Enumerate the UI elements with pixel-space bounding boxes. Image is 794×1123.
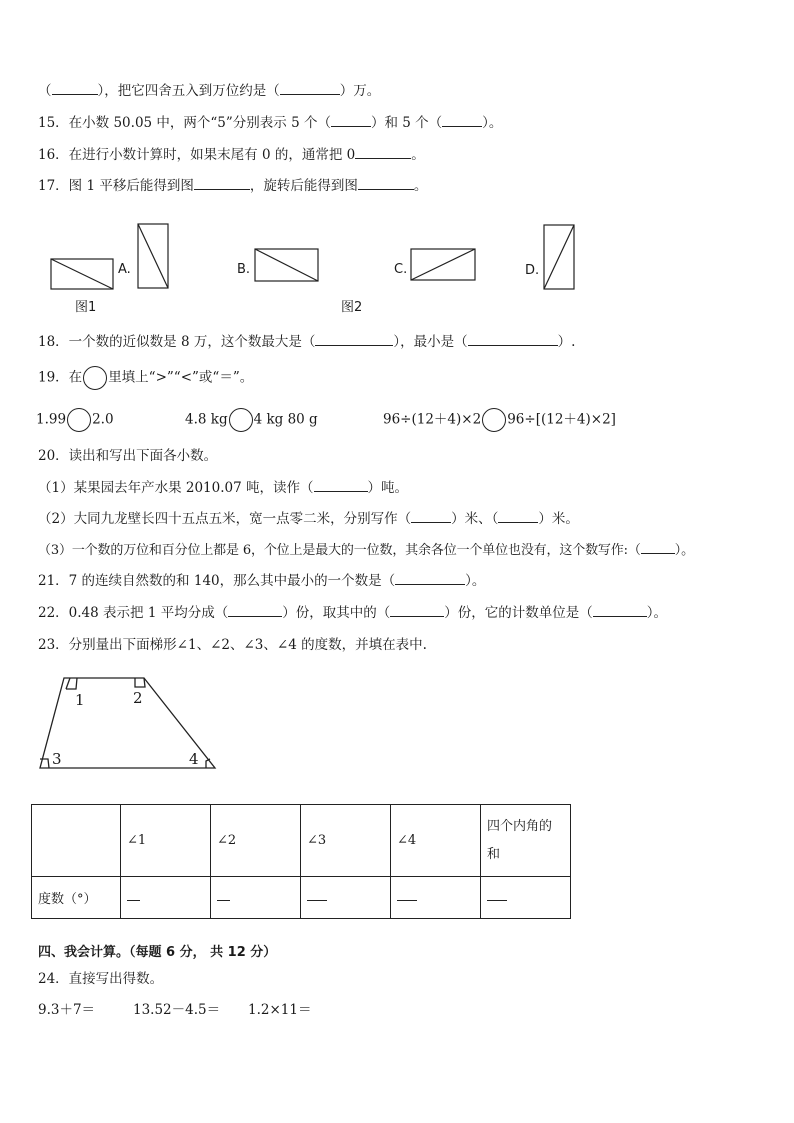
answer-blank[interactable] (358, 177, 414, 190)
answer-blank[interactable] (228, 604, 282, 617)
answer-cell-angle-3[interactable] (301, 877, 391, 919)
compare-circle[interactable] (482, 408, 506, 432)
compare-circle-icon (83, 366, 107, 390)
header-angle-4: ∠4 (391, 805, 481, 877)
angle-4-label: 4 (189, 750, 199, 768)
header-angle-1: ∠1 (121, 805, 211, 877)
answer-blank[interactable] (52, 82, 98, 95)
q24-expression-1: 9.3＋7＝ (38, 1002, 96, 1018)
table-corner-cell (32, 805, 121, 877)
q24-expression-3: 1.2×11＝ (248, 1002, 312, 1018)
answer-blank[interactable] (593, 604, 647, 617)
option-b-diagonal (255, 249, 318, 281)
answer-blank[interactable] (314, 479, 368, 492)
header-sum: 四个内角的 和 (481, 805, 571, 877)
answer-blank[interactable] (331, 114, 371, 127)
compare-circle[interactable] (67, 408, 91, 432)
answer-blank[interactable] (390, 604, 444, 617)
angle-3-label: 3 (52, 750, 62, 768)
compare-circle[interactable] (229, 408, 253, 432)
fig1-diagonal (51, 259, 113, 289)
figure-1-caption: 图1 (75, 300, 97, 315)
question-24-title: 24．直接写出得数。 (38, 971, 164, 987)
header-angle-3: ∠3 (301, 805, 391, 877)
answer-cell-angle-2[interactable] (211, 877, 301, 919)
answer-blank[interactable] (641, 541, 675, 554)
trapezoid-figure (0, 665, 260, 780)
q19-item-3: 96÷(12＋4)×2 96÷[(12＋4)×2] (383, 408, 616, 432)
option-c-label: C. (394, 262, 408, 277)
header-angle-2: ∠2 (211, 805, 301, 877)
question-20-1: （1）某果园去年产水果 2010.07 吨，读作（ ）吨。 (38, 480, 408, 496)
option-a-label: A. (118, 262, 131, 277)
table-header-row (32, 805, 571, 877)
answer-blank[interactable] (355, 146, 411, 159)
answer-blank[interactable] (315, 333, 393, 346)
question-17: 17．图 1 平移后能得到图 ，旋转后能得到图 。 (38, 178, 428, 194)
section-4-heading: 四、我会计算。（每题 6 分， 共 12 分） (38, 945, 277, 960)
angle2-mark (135, 678, 145, 687)
angle-2-label: 2 (133, 689, 143, 707)
angle-1-label: 1 (75, 691, 85, 709)
q19-item-2: 4.8 kg 4 kg 80 g (185, 408, 318, 432)
answer-cell-angle-1[interactable] (121, 877, 211, 919)
question-19: 19．在 里填上“>”“<”或“＝”。 (38, 366, 253, 390)
answer-blank[interactable] (395, 572, 465, 585)
option-d-diagonal (544, 225, 574, 289)
angle-degrees-table (31, 804, 571, 919)
option-a-diagonal (138, 224, 168, 288)
answer-cell-angle-4[interactable] (391, 877, 481, 919)
q19-item-1: 1.99 2.0 (36, 408, 114, 432)
question-23: 23．分别量出下面梯形∠1、∠2、∠3、∠4 的度数，并填在表中. (38, 637, 427, 653)
answer-blank[interactable] (194, 177, 250, 190)
figure-2-caption: 图2 (341, 300, 363, 315)
question-16: 16．在进行小数计算时，如果末尾有 0 的，通常把 0 。 (38, 147, 425, 163)
row-label-degrees: 度数（°） (32, 877, 121, 919)
question-20-2: （2）大同九龙壁长四十五点五米，宽一点零二米，分别写作（ ）米、（ ）米。 (38, 511, 579, 527)
answer-blank[interactable] (468, 333, 558, 346)
answer-blank[interactable] (498, 510, 538, 523)
answer-blank[interactable] (442, 114, 482, 127)
question-22: 22．0.48 表示把 1 平均分成（ ）份，取其中的（ ）份，它的计数单位是（ ）。 (38, 605, 667, 621)
question-14-tail: （ ），把它四舍五入到万位约是（ ）万。 (38, 83, 381, 99)
question-15: 15．在小数 50.05 中，两个“5”分别表示 5 个（ ）和 5 个（ ）。 (38, 115, 503, 131)
answer-blank[interactable] (411, 510, 451, 523)
option-d-label: D. (525, 263, 540, 278)
option-c-diagonal (411, 249, 475, 280)
answer-blank[interactable] (280, 82, 340, 95)
option-b-label: B. (237, 262, 251, 277)
question-18: 18．一个数的近似数是 8 万，这个数最大是（ ），最小是（ ）. (38, 334, 576, 350)
angle1-mark (66, 678, 70, 689)
question-20-title: 20．读出和写出下面各小数。 (38, 448, 218, 464)
question-20-3: （3）一个数的万位和百分位上都是 6，个位上是最大的一位数，其余各位一个单位也没有，这个数写作:（ ）。 (38, 543, 694, 558)
answer-cell-sum[interactable] (481, 877, 571, 919)
question-21: 21．7 的连续自然数的和 140，那么其中最小的一个数是（ ）。 (38, 573, 486, 589)
table-row (32, 877, 571, 919)
q24-expression-2: 13.52－4.5＝ (133, 1002, 221, 1018)
